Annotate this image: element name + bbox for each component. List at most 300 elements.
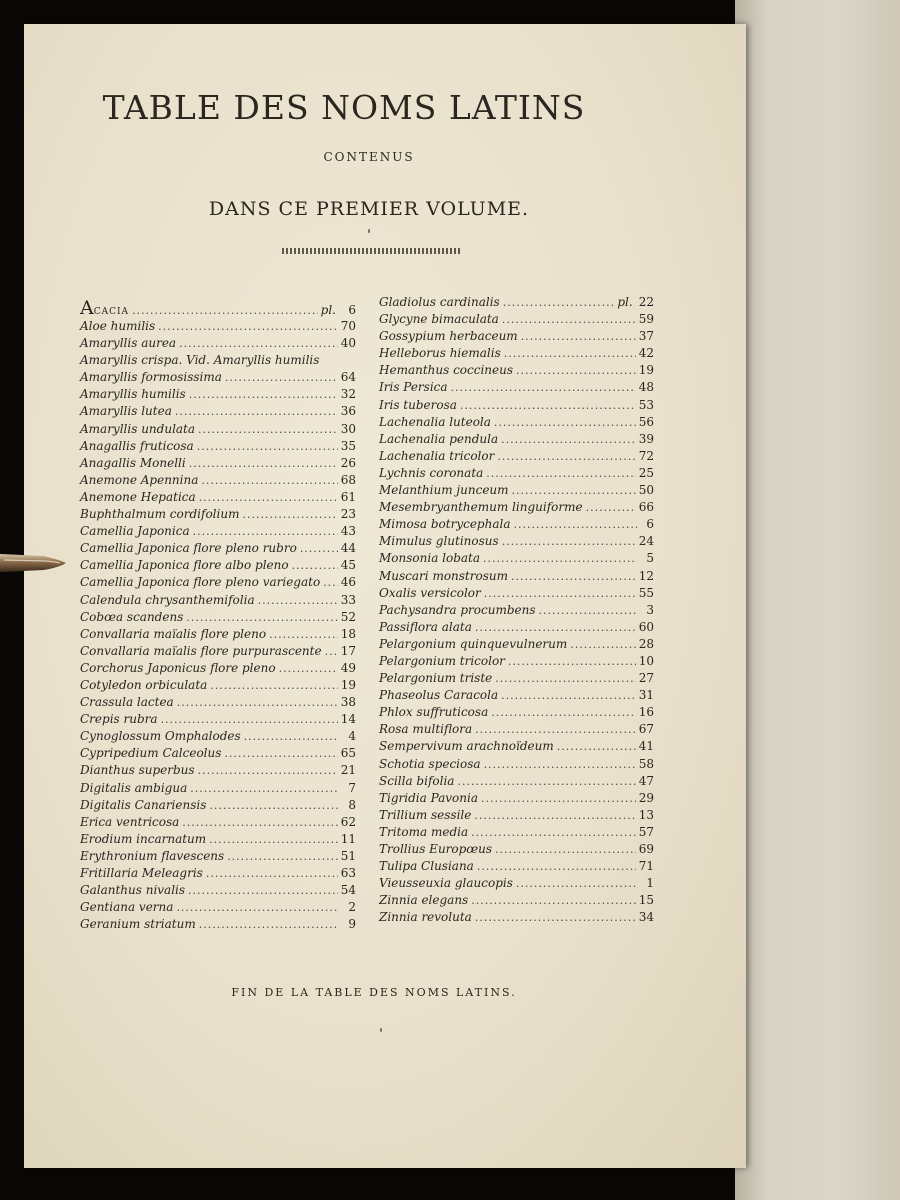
entry-name: Erythronium flavescens (80, 848, 225, 863)
plate-number: 54 (340, 883, 356, 898)
plate-number: 21 (340, 763, 356, 778)
index-entry (80, 882, 356, 899)
plate-number: 1 (646, 876, 654, 891)
dot-leader (570, 636, 635, 653)
dot-leader (460, 397, 636, 414)
plate-number: 25 (638, 465, 654, 480)
dot-leader (475, 909, 636, 926)
plate-number: 51 (340, 848, 356, 863)
dot-leader (512, 482, 636, 499)
entry-name: Lachenalia tricolor (379, 448, 495, 463)
index-entry (80, 814, 356, 831)
plate-number: 66 (638, 500, 654, 515)
dot-leader (503, 294, 615, 311)
entry-name: Lachenalia pendula (379, 431, 499, 446)
dot-leader (451, 379, 636, 396)
dot-leader (457, 773, 635, 790)
entry-name: Hemanthus coccineus (379, 363, 514, 378)
entry-name: Anemone Apennina (80, 472, 199, 487)
dot-leader (539, 602, 638, 619)
index-entry (379, 909, 654, 926)
dot-leader (198, 421, 338, 438)
plate-number: 29 (638, 790, 654, 805)
index-entry (80, 762, 356, 779)
plate-abbrev: pl. (320, 303, 336, 317)
entry-name: Vieusseuxia glaucopis (379, 876, 513, 891)
plate-number: 44 (340, 541, 356, 556)
dot-leader (501, 687, 636, 704)
plate-number: 59 (638, 312, 654, 327)
index-column-left (80, 294, 356, 933)
dot-leader (495, 841, 636, 858)
dot-leader (495, 670, 635, 687)
index-entry (80, 797, 356, 814)
index-entry (80, 557, 356, 574)
entry-name: Mimosa botrycephala (379, 517, 511, 532)
plate-number: 22 (638, 295, 654, 309)
plate-number: 53 (638, 397, 654, 412)
plate-number: 48 (638, 380, 654, 395)
index-entry (80, 677, 356, 694)
index-entry (379, 465, 654, 482)
plate-number: 4 (348, 729, 356, 744)
entry-name: Gentiana verna (80, 900, 174, 915)
entry-name: Mimulus glutinosus (379, 534, 499, 549)
index-entry (379, 328, 654, 345)
ornament-divider (282, 248, 462, 254)
entry-name: Phlox suffruticosa (379, 705, 489, 720)
page-speck (380, 1028, 382, 1032)
index-entry (379, 756, 654, 773)
dot-leader (209, 831, 338, 848)
dot-leader (199, 489, 338, 506)
plate-number: 9 (348, 917, 356, 932)
plate-number: 33 (340, 592, 356, 607)
entry-name: Erica ventricosa (80, 814, 180, 829)
dot-leader (501, 431, 636, 448)
dot-leader (494, 414, 636, 431)
entry-name: Cobœa scandens (80, 609, 184, 624)
plate-number: 52 (340, 609, 356, 624)
entry-name: Erodium incarnatum (80, 831, 207, 846)
dot-leader (586, 499, 636, 516)
entry-name: Fritillaria Meleagris (80, 866, 203, 880)
dot-leader (475, 619, 636, 636)
plate-number: 40 (340, 336, 356, 351)
dot-leader (244, 728, 339, 745)
dot-leader (198, 762, 338, 779)
plate-number: 71 (638, 859, 654, 874)
entry-name: Cotyledon orbiculata (80, 677, 208, 692)
entry-name: Trollius Europœus (379, 842, 493, 856)
entry-name: Lychnis coronata (379, 465, 484, 480)
plate-number: 70 (340, 319, 356, 333)
entry-name: Muscari monstrosum (379, 568, 508, 583)
plate-number: 45 (340, 558, 356, 573)
index-entry (80, 438, 356, 455)
entry-name: Geranium striatum (80, 917, 196, 932)
dot-leader (188, 882, 338, 899)
dot-leader (279, 660, 338, 677)
index-entry (379, 687, 654, 704)
plate-number: 12 (638, 568, 654, 583)
index-entry (379, 482, 654, 499)
index-entry (379, 824, 654, 841)
plate-number: 72 (638, 448, 654, 463)
page-subtitle: CONTENUS (323, 150, 415, 164)
dot-leader (504, 345, 636, 362)
index-entry (379, 550, 654, 567)
index-entry (379, 790, 654, 807)
index-entry (80, 848, 356, 865)
page-subtitle-secondary: DANS CE PREMIER VOLUME. (208, 198, 530, 220)
dot-leader (292, 557, 338, 574)
dot-leader (161, 711, 338, 728)
dot-leader (225, 369, 338, 386)
plate-number: 37 (638, 329, 654, 344)
index-entry (80, 421, 356, 438)
entry-name: Digitalis Canariensis (80, 797, 207, 812)
entry-name: Convallaria maïalis flore pleno (80, 626, 267, 641)
dot-leader (199, 916, 339, 933)
entry-name: Pelargonium tricolor (379, 653, 505, 668)
entry-name: Zinnia elegans (379, 893, 469, 908)
entry-name: Monsonia lobata (379, 551, 481, 566)
dot-leader (186, 609, 337, 626)
index-entry (379, 379, 654, 396)
dot-leader (502, 533, 636, 550)
entry-name: Camellia Japonica flore pleno rubro (80, 541, 297, 556)
plate-number: 57 (638, 824, 654, 839)
index-entry (379, 892, 654, 909)
plate-number: 64 (340, 370, 356, 385)
entry-name: Camellia Japonica (80, 524, 190, 539)
plate-number: 62 (340, 814, 356, 829)
index-entry (379, 585, 654, 602)
index-entry (80, 592, 356, 609)
entry-initial: A (80, 297, 94, 319)
index-entry (80, 540, 356, 557)
index-entry (379, 414, 654, 431)
entry-name: Oxalis versicolor (379, 585, 481, 600)
dot-leader (508, 653, 636, 670)
entry-name: Amaryllis aurea (80, 336, 177, 351)
plate-number: 47 (638, 773, 654, 788)
plate-number: 38 (340, 695, 356, 710)
plate-number: 67 (638, 722, 654, 737)
plate-number: 10 (638, 653, 654, 668)
entry-name: Gossypium herbaceum (379, 329, 518, 344)
dot-leader (158, 318, 338, 335)
index-entry (379, 670, 654, 687)
index-entry (379, 568, 654, 585)
entry-name: Glycyne bimaculata (379, 312, 499, 327)
dot-leader (227, 848, 338, 865)
index-entry (379, 619, 654, 636)
entry-name: Amaryllis humilis (80, 387, 186, 402)
index-entry (80, 472, 356, 489)
plate-number: 3 (646, 602, 654, 617)
plate-number: 69 (638, 842, 654, 856)
index-column-right (379, 294, 654, 926)
dot-leader (269, 626, 338, 643)
plate-number: 13 (638, 807, 654, 822)
plate-number: 19 (638, 363, 654, 378)
entry-name: Pachysandra procumbens (379, 602, 536, 617)
plate-number: 17 (340, 643, 356, 658)
dot-leader (176, 899, 339, 916)
index-entry (80, 626, 356, 643)
index-entry (80, 831, 356, 848)
dot-leader (177, 694, 338, 711)
plate-number: 58 (638, 756, 654, 771)
plate-number: 65 (340, 746, 356, 761)
page-speck (368, 229, 370, 233)
entry-name: Helleborus hiemalis (379, 346, 501, 361)
index-entry (80, 728, 356, 745)
plate-number: 5 (646, 551, 654, 566)
index-entry (379, 294, 654, 311)
dot-leader (484, 756, 636, 773)
index-entry (80, 523, 356, 540)
entry-name: Iris tuberosa (379, 397, 457, 412)
plate-number: 2 (348, 900, 356, 915)
entry-name: Amaryllis formosissima (80, 370, 222, 385)
index-entry (379, 362, 654, 379)
dot-leader (242, 506, 337, 523)
entry-name: Rosa multiflora (379, 722, 473, 737)
entry-name: Digitalis ambigua (80, 780, 188, 795)
index-entry (80, 318, 356, 335)
dot-leader (300, 540, 338, 557)
dot-leader (210, 677, 337, 694)
entry-name: Tulipa Clusiana (379, 859, 474, 874)
plate-number: 39 (638, 431, 654, 446)
plate-number: 18 (340, 626, 356, 641)
plate-number: 30 (340, 421, 356, 436)
index-entry (379, 807, 654, 824)
plate-number: 36 (340, 404, 356, 419)
plate-number: 42 (638, 346, 654, 361)
plate-number: 43 (340, 524, 356, 539)
index-entry (379, 345, 654, 362)
dot-leader (224, 745, 337, 762)
index-entry (80, 335, 356, 352)
dot-leader (474, 807, 635, 824)
entry-name: Scilla bifolia (379, 773, 455, 788)
entry-name: Anagallis fruticosa (80, 438, 194, 453)
dot-leader (189, 386, 338, 403)
entry-name: Amaryllis undulata (80, 421, 196, 436)
plate-number: 11 (340, 831, 356, 846)
entry-name: Crassula lactea (80, 695, 174, 710)
index-entry (379, 841, 654, 858)
entry-name: Buphthalmum cordifolium (80, 507, 240, 522)
dot-leader (491, 704, 636, 721)
plate-number: 15 (638, 893, 654, 908)
plate-number: 7 (348, 780, 356, 795)
dot-leader (190, 780, 339, 797)
entry-name: Melanthium junceum (379, 483, 509, 498)
entry-name: Tritoma media (379, 824, 469, 839)
dot-leader (258, 592, 338, 609)
index-entry (379, 516, 654, 533)
plate-number: 41 (638, 739, 654, 754)
entry-name: Camellia Japonica flore albo pleno (80, 558, 289, 573)
entry-name: Dianthus superbus (80, 763, 195, 778)
entry-name: Aloe humilis (80, 319, 156, 333)
index-entry (379, 704, 654, 721)
index-entry (80, 352, 356, 369)
index-entry (379, 875, 654, 892)
index-entry (379, 311, 654, 328)
index-entry (80, 694, 356, 711)
index-entry (80, 294, 356, 318)
entry-name: Tigridia Pavonia (379, 790, 478, 805)
index-entry (80, 489, 356, 506)
index-entry (80, 745, 356, 762)
entry-name: Cypripedium Calceolus (80, 746, 222, 761)
entry-name: Zinnia revoluta (379, 910, 472, 925)
entry-name: Trillium sessile (379, 807, 472, 822)
index-entry (379, 653, 654, 670)
end-note: FIN DE LA TABLE DES NOMS LATINS. (231, 986, 517, 999)
dot-leader (516, 362, 636, 379)
entry-name: Corchorus Japonicus flore pleno (80, 660, 276, 675)
dot-leader (206, 865, 338, 882)
dot-leader (471, 824, 636, 841)
plate-number: 6 (646, 517, 654, 532)
plate-number: 24 (638, 534, 654, 549)
plate-number: 56 (638, 414, 654, 429)
page-title: TABLE DES NOMS LATINS (102, 88, 586, 127)
entry-name: Amaryllis lutea (80, 404, 172, 419)
plate-number: 55 (638, 585, 654, 600)
facing-page-edge (735, 0, 900, 1200)
dot-leader (182, 814, 337, 831)
index-entry (379, 448, 654, 465)
entry-name: Schotia speciosa (379, 756, 481, 771)
dot-leader (516, 875, 637, 892)
plate-number: 31 (638, 688, 654, 703)
entry-name: Calendula chrysanthemifolia (80, 592, 255, 607)
book-page (24, 24, 746, 1168)
dot-leader (484, 585, 636, 602)
dot-leader (189, 455, 338, 472)
index-entry (80, 643, 356, 660)
entry-name: Convallaria maïalis flore purpurascente (80, 643, 322, 658)
index-entry (379, 721, 654, 738)
index-entry (379, 533, 654, 550)
dot-leader (557, 738, 636, 755)
plate-number: 68 (340, 472, 356, 487)
index-entry (80, 660, 356, 677)
plate-number: 8 (348, 797, 356, 812)
index-entry (80, 899, 356, 916)
dot-leader (325, 643, 338, 660)
dot-leader (475, 721, 636, 738)
index-entry (80, 403, 356, 420)
index-entry (80, 609, 356, 626)
dot-leader (209, 797, 339, 814)
plate-number: 46 (340, 575, 356, 590)
index-entry (80, 574, 356, 591)
dot-leader (486, 465, 635, 482)
plate-number: 60 (638, 619, 654, 634)
dot-leader (502, 311, 636, 328)
dot-leader (511, 568, 636, 585)
index-entry (80, 780, 356, 797)
entry-name: Anemone Hepatica (80, 489, 196, 504)
index-entry (379, 431, 654, 448)
dot-leader (513, 516, 637, 533)
index-entry (379, 858, 654, 875)
index-entry (80, 455, 356, 472)
entry-name: Iris Persica (379, 380, 448, 395)
plate-number: 6 (348, 303, 356, 317)
entry-name: Cynoglossum Omphalodes (80, 729, 241, 744)
entry-name: Galanthus nivalis (80, 883, 186, 898)
entry-name: Lachenalia luteola (379, 414, 491, 429)
entry-name: Crepis rubra (80, 712, 158, 727)
plate-number: 26 (340, 455, 356, 470)
bookmark-ribbon-icon (0, 548, 68, 578)
index-entry (80, 369, 356, 386)
dot-leader (193, 523, 338, 540)
plate-number: 19 (340, 677, 356, 692)
index-entry (379, 602, 654, 619)
index-entry (80, 386, 356, 403)
dot-leader (481, 790, 636, 807)
plate-abbrev: pl. (617, 295, 633, 309)
index-entry (80, 711, 356, 728)
entry-name: Passiflora alata (379, 619, 472, 634)
entry-name: Sempervivum arachnoïdeum (379, 739, 554, 754)
entry-name: Pelargonium quinquevulnerum (379, 636, 568, 651)
index-entry (379, 738, 654, 755)
dot-leader (521, 328, 636, 345)
entry-name-rest: CACIA (93, 307, 130, 317)
entry-name: Mesembryanthemum linguiforme (379, 500, 583, 515)
plate-number: 32 (340, 387, 356, 402)
dot-leader (497, 448, 635, 465)
dot-leader (179, 335, 338, 352)
plate-number: 61 (340, 489, 356, 504)
plate-number: 34 (638, 910, 654, 925)
index-entry (379, 636, 654, 653)
index-entry (80, 916, 356, 933)
plate-number: 27 (638, 671, 654, 686)
plate-number: 49 (340, 660, 356, 675)
entry-name: Amaryllis crispa. Vid. Amaryllis humilis (80, 353, 320, 368)
entry-name: Phaseolus Caracola (379, 688, 499, 703)
dot-leader (477, 858, 636, 875)
index-entry (379, 397, 654, 414)
index-entry (379, 773, 654, 790)
plate-number: 63 (340, 866, 356, 880)
plate-number: 23 (340, 507, 356, 522)
dot-leader (323, 574, 338, 591)
index-entry (80, 865, 356, 882)
dot-leader (197, 438, 338, 455)
entry-name: Anagallis Monelli (80, 455, 186, 470)
dot-leader (471, 892, 636, 909)
entry-name: Camellia Japonica flore pleno variegato (80, 575, 321, 590)
entry-name: Pelargonium triste (379, 671, 493, 686)
plate-number: 35 (340, 438, 356, 453)
dot-leader (175, 403, 338, 420)
dot-leader (201, 472, 337, 489)
